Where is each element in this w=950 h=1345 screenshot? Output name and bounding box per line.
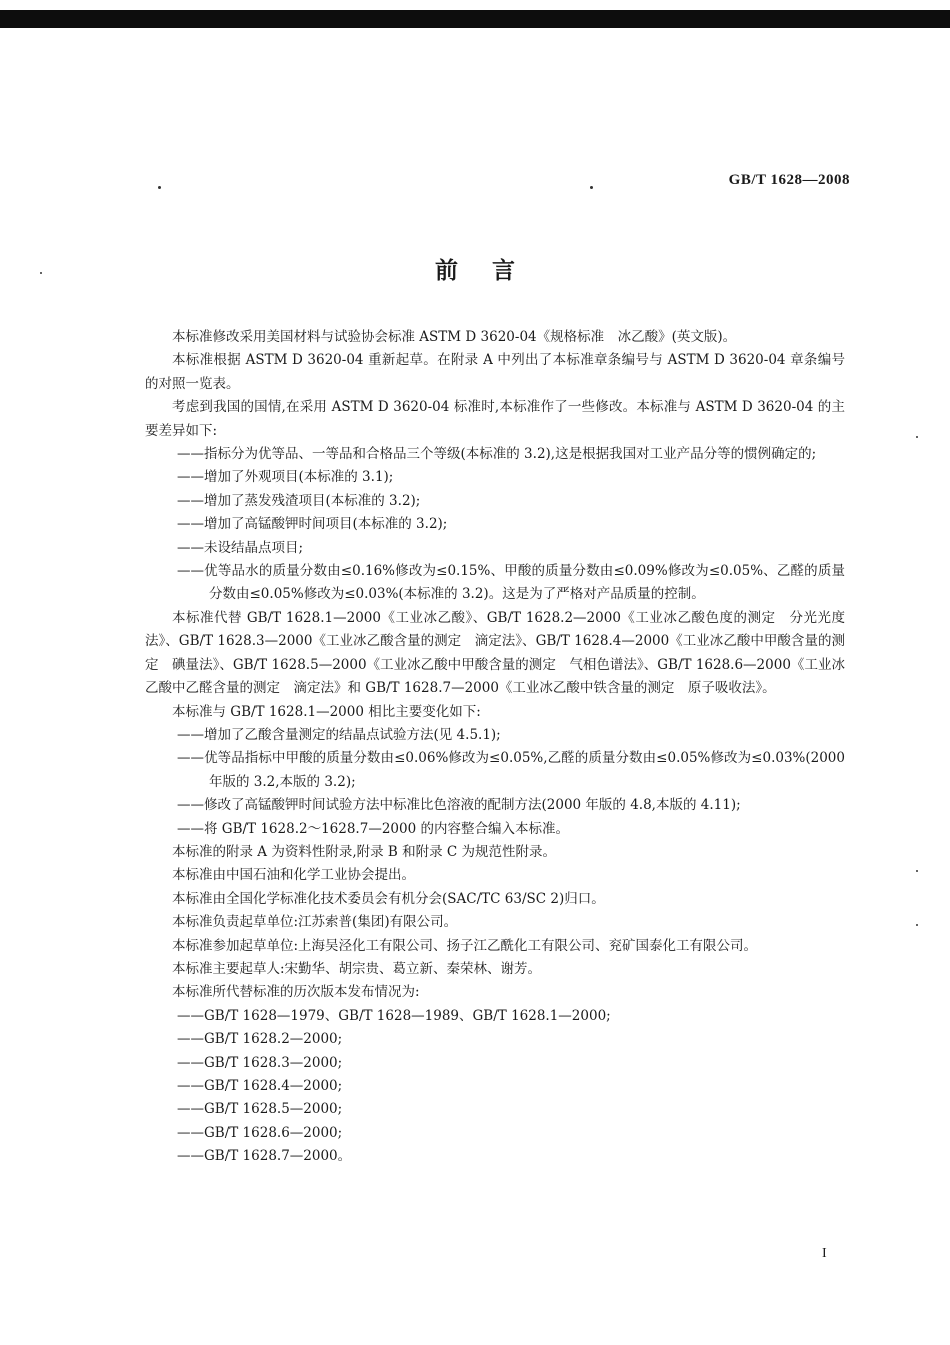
scan-speck [916, 870, 918, 872]
paragraph-redrafting: 本标准根据 ASTM D 3620-04 重新起草。在附录 A 中列出了本标准章条编号与 ASTM D 3620-04 章条编号的对照一览表。 [145, 352, 845, 392]
history-item: ——GB/T 1628.4—2000; [177, 1078, 343, 1094]
change-item: ——修改了高锰酸钾时间试验方法中标准比色溶液的配制方法(2000 年版的 4.8,本版的 4.11); [177, 797, 741, 814]
history-item: ——GB/T 1628.7—2000。 [177, 1148, 352, 1165]
difference-item: ——增加了外观项目(本标准的 3.1); [177, 469, 394, 486]
top-border-bar [0, 10, 950, 28]
standard-number: GB/T 1628—2008 [728, 172, 850, 188]
paragraph-committee: 本标准由全国化学标准化技术委员会有机分会(SAC/TC 63/SC 2)归口。 [172, 890, 605, 907]
scan-speck [916, 924, 918, 926]
difference-item: ——优等品水的质量分数由≤0.16%修改为≤0.15%、甲酸的质量分数由≤0.09%修改为≤0.05%、乙醛的质量分数由≤0.05%修改为≤0.03%(本标准的 3.2)。这是为了严格对产品质量的控制。 [177, 563, 845, 603]
change-item: ——将 GB/T 1628.2～1628.7—2000 的内容整合编入本标准。 [177, 820, 569, 837]
paragraph-proposer: 本标准由中国石油和化学工业协会提出。 [172, 867, 415, 884]
difference-item: ——未设结晶点项目; [177, 539, 304, 556]
paragraph-replaces: 本标准代替 GB/T 1628.1—2000《工业冰乙酸》、GB/T 1628.2—2000《工业冰乙酸色度的测定 分光光度法》、GB/T 1628.3—2000《工业冰乙酸含量的测定 滴定法》、GB/T 1628.4—2000《工业冰乙酸中甲酸含量的测定 碘量法》、GB/T 1628.5—2000《工业冰乙酸中甲酸含量的测定 气相色谱法》、GB/T 1628.6—2000《工业冰乙酸中乙醛含量的测定 滴定法》和 GB/T 1628.7—2000《工业冰乙酸中铁含量的测定 原子吸收法》。 [145, 609, 845, 697]
paragraph-participating-drafters: 本标准参加起草单位:上海吴泾化工有限公司、扬子江乙酰化工有限公司、兖矿国泰化工有限公司。 [172, 937, 758, 954]
difference-item: ——指标分为优等品、一等品和合格品三个等级(本标准的 3.2),这是根据我国对工业产品分等的惯例确定的; [177, 446, 817, 463]
change-item: ——增加了乙酸含量测定的结晶点试验方法(见 4.5.1); [177, 726, 501, 743]
history-item: ——GB/T 1628.6—2000; [177, 1124, 343, 1141]
page-title: 前言 [435, 257, 549, 284]
paragraph-main-drafters: 本标准主要起草人:宋勤华、胡宗贵、葛立新、秦荣林、谢芳。 [172, 960, 542, 977]
scan-speck [590, 186, 593, 189]
history-item: ——GB/T 1628.2—2000; [177, 1031, 343, 1048]
difference-item: ——增加了高锰酸钾时间项目(本标准的 3.2); [177, 516, 448, 533]
paragraph-annexes: 本标准的附录 A 为资料性附录,附录 B 和附录 C 为规范性附录。 [172, 843, 557, 860]
history-item: ——GB/T 1628.3—2000; [177, 1054, 343, 1071]
paragraph-changes-intro: 本标准与 GB/T 1628.1—2000 相比主要变化如下: [172, 703, 481, 720]
paragraph-lead-drafter: 本标准负责起草单位:江苏索普(集团)有限公司。 [172, 914, 458, 931]
history-item: ——GB/T 1628.5—2000; [177, 1101, 343, 1118]
page-number: I [822, 1246, 827, 1261]
scan-speck [916, 436, 918, 438]
difference-item: ——增加了蒸发残渣项目(本标准的 3.2); [177, 492, 421, 509]
paragraph-adoption: 本标准修改采用美国材料与试验协会标准 ASTM D 3620-04《规格标准 冰乙酸》(英文版)。 [172, 329, 737, 345]
change-item: ——优等品指标中甲酸的质量分数由≤0.06%修改为≤0.05%,乙醛的质量分数由≤0.05%修改为≤0.03%(2000 年版的 3.2,本版的 3.2); [177, 750, 845, 790]
history-item: ——GB/T 1628—1979、GB/T 1628—1989、GB/T 1628.1—2000; [177, 1007, 611, 1024]
preface-body [145, 326, 845, 1169]
paragraph-differences-intro: 考虑到我国的国情,在采用 ASTM D 3620-04 标准时,本标准作了一些修改。本标准与 ASTM D 3620-04 的主要差异如下: [145, 399, 845, 439]
paragraph-history-intro: 本标准所代替标准的历次版本发布情况为: [172, 984, 420, 1001]
scan-speck [158, 186, 161, 189]
